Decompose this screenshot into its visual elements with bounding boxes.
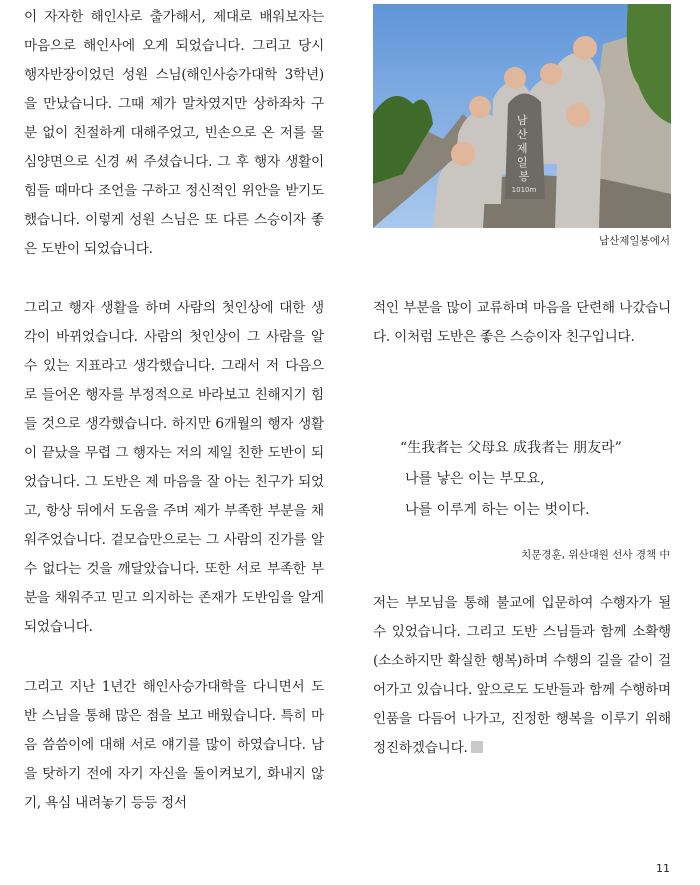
body-paragraph: 적인 부분을 많이 교류하며 마음을 단련해 나갔습니다. 이처럼 도반은 좋은 스승이자 친구입니다.	[373, 300, 671, 345]
quote-source: 치문경훈, 위산대원 선사 경책 中	[521, 549, 670, 561]
body-paragraph-text: 저는 부모님을 통해 불교에 입문하여 수행자가 될 수 있었습니다. 그리고 도반 스님들과 함께 소확행(소소하지만 확실한 행복)하며 수행의 길을 같이 걸어가고 있습니다. 앞으로도 도반들과 함께 수행하며 인품을 다듬어 나가고, 진정한 행복을 이루기 위해 정진하겠습니다.	[373, 595, 671, 756]
left-paragraph-3-block	[24, 673, 324, 818]
stone-char: 산	[516, 128, 528, 141]
body-paragraph	[373, 589, 671, 763]
stone-char: 봉	[518, 170, 530, 183]
stone-char: 제	[516, 142, 528, 155]
body-paragraph: 그리고 행자 생활을 하며 사람의 첫인상에 대한 생각이 바뀌었습니다. 사람의 첫인상이 그 사람을 알 수 있는 지표라고 생각했습니다. 그래서 저 다음으로 들어온 행자를 부정적으로 바라보고 친해지기 힘들 것으로 생각했습니다. 하지만 6개월의 행자 생활이 끝났을 무렵 그 행자는 저의 제일 친한 도반이 되었습니다. 그 도반은 제 마음을 잘 아는 친구가 되었고, 항상 뒤에서 도움을 주며 제가 부족한 부분을 채워주었습니다. 겉모습만으로는 그 사람의 진가를 알 수 없다는 것을 깨달았습니다. 또한 서로 부족한 부분을 채워주고 믿고 의지하는 존재가 도반임을 알게 되었습니다.	[24, 300, 324, 635]
stone-height-label: 1010m	[511, 186, 537, 194]
left-paragraph-1-block	[24, 3, 324, 264]
photo-caption: 남산제일봉에서	[598, 235, 670, 247]
quote-line-2: 나를 낳은 이는 부모요,	[405, 471, 545, 487]
quote-line-1: “生我者는 父母요 成我者는 朋友라”	[400, 440, 622, 456]
stone-char: 남	[516, 114, 528, 127]
quote-block	[400, 433, 622, 526]
right-paragraph-1-block	[373, 294, 671, 352]
stone-marker-text	[517, 113, 531, 183]
body-paragraph: 이 자자한 해인사로 출가해서, 제대로 배워보자는 마음으로 해인사에 오게 되었습니다. 그리고 당시 행자반장이었던 성원 스님(해인사승가대학 3학년)을 만났습니다. 그때 제가 말차였지만 상하좌차 구분 없이 친절하게 대해주었고, 빈손으로 온 저를 물심양면으로 신경 써 주셨습니다. 그 후 행자 생활이 힘들 때마다 조언을 구하고 정신적인 위안을 받기도 했습니다. 이렇게 성원 스님은 또 다른 스승이자 좋은 도반이 되었습니다.	[24, 9, 324, 257]
quote-line-3: 나를 이루게 하는 이는 벗이다.	[405, 502, 590, 518]
stone-char: 일	[516, 156, 528, 169]
left-paragraph-2-block	[24, 294, 324, 642]
end-mark-icon	[471, 741, 483, 753]
monks-on-summit-photo	[373, 4, 671, 228]
group-photo	[373, 4, 671, 228]
page-number: 11	[656, 862, 670, 875]
right-paragraph-2-block	[373, 589, 671, 763]
body-paragraph: 그리고 지난 1년간 해인사승가대학을 다니면서 도반 스님을 통해 많은 점을 보고 배웠습니다. 특히 마음 씀씀이에 대해 서로 얘기를 많이 하였습니다. 남을 탓하기 전에 자기 자신을 돌이켜보기, 화내지 않기, 욕심 내려놓기 등등 정서	[24, 679, 324, 811]
